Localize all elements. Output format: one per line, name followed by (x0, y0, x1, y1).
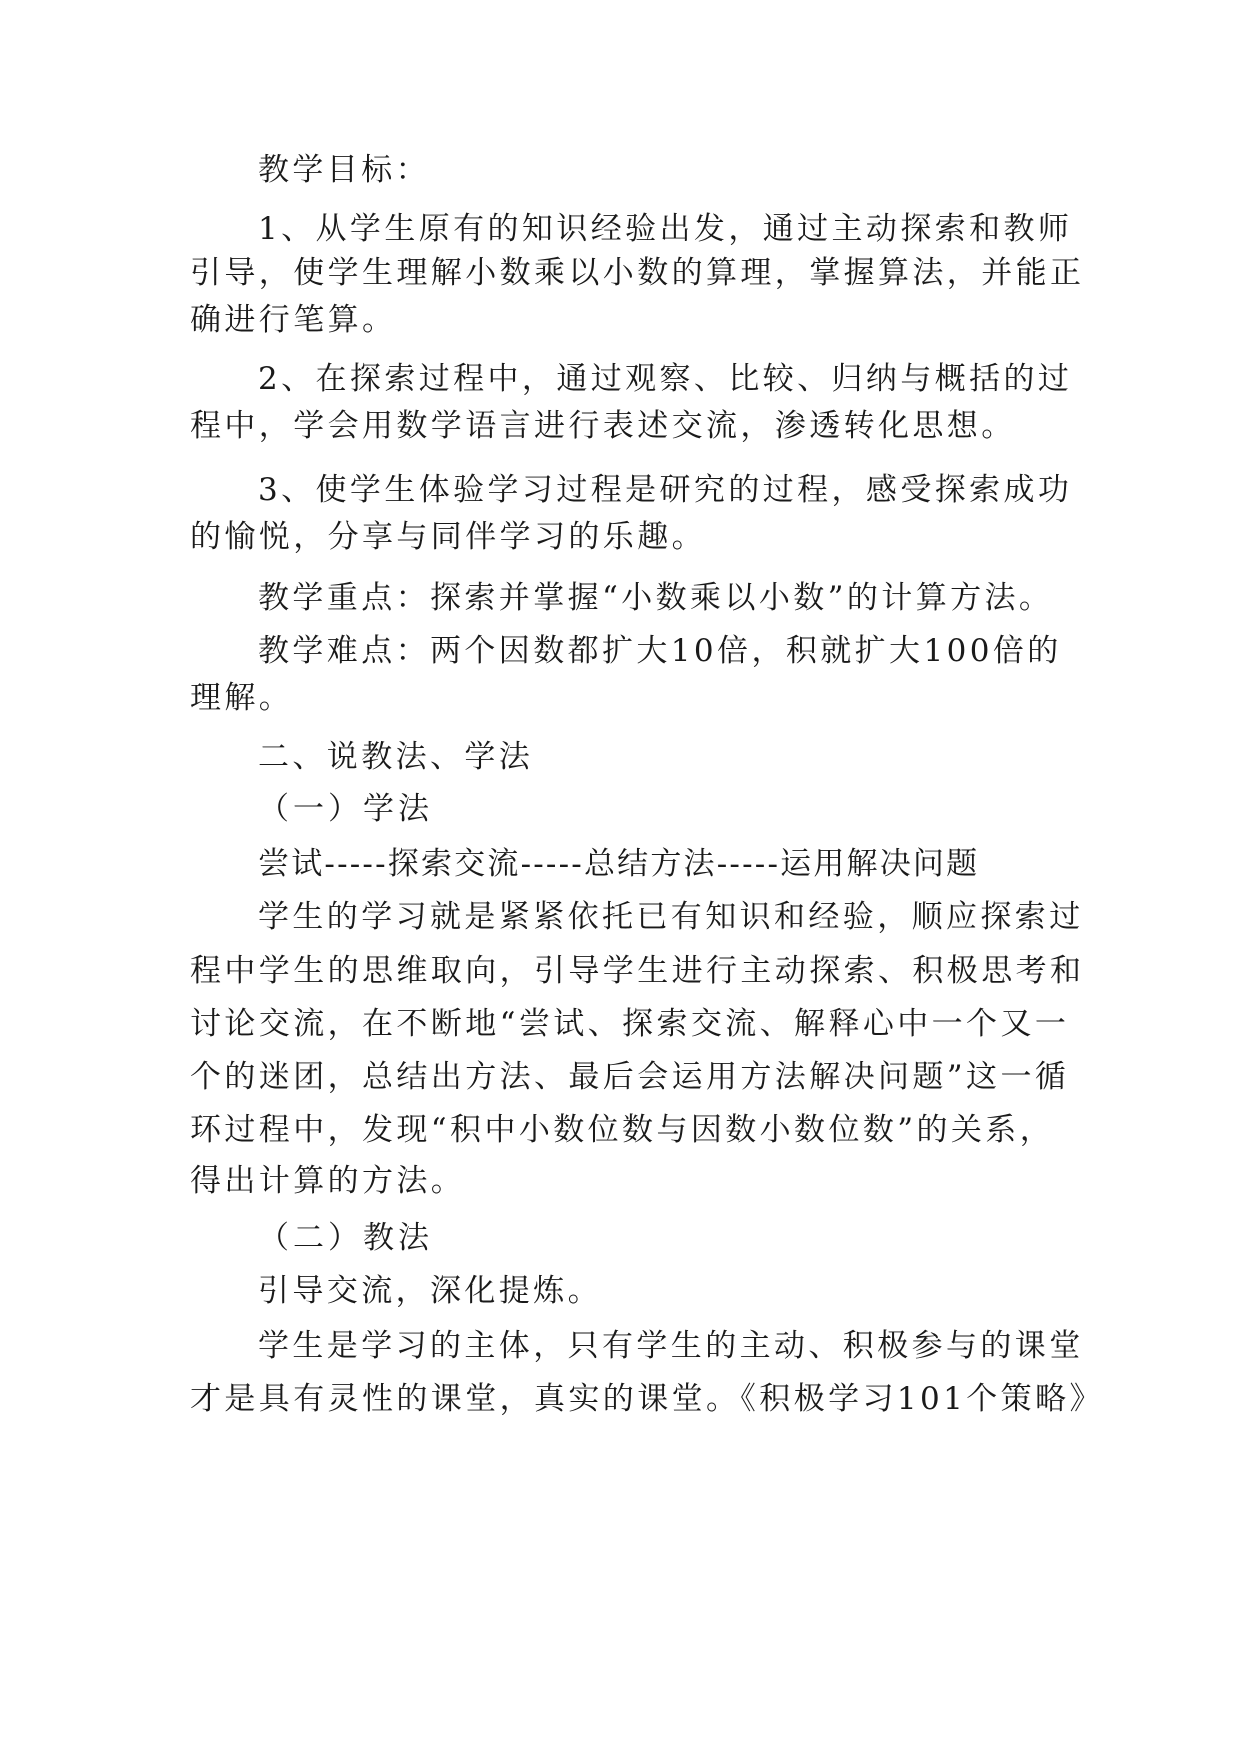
paragraph-line: 3、使学生体验学习过程是研究的过程，感受探索成功 (258, 472, 1073, 508)
paragraph-line: 才是具有灵性的课堂，真实的课堂。《积极学习101个策略》 (190, 1381, 1104, 1417)
paragraph-line: 学生是学习的主体，只有学生的主动、积极参与的课堂 (258, 1328, 1084, 1364)
teaching-key-point: 教学重点：探索并掌握“小数乘以小数”的计算方法。 (258, 580, 1054, 616)
subsection-heading-learning-method: （一）学法 (258, 791, 433, 827)
section-heading-teaching-objectives: 教学目标： (258, 152, 430, 188)
paragraph-line: 程中学生的思维取向，引导学生进行主动探索、积极思考和 (190, 953, 1085, 989)
paragraph-line: 讨论交流，在不断地“尝试、探索交流、解释心中一个又一 (190, 1006, 1070, 1042)
paragraph-line: 程中，学会用数学语言进行表述交流，渗透转化思想。 (190, 408, 1016, 444)
learning-method-steps: 尝试-----探索交流-----总结方法-----运用解决问题 (258, 846, 980, 882)
paragraph-line: 引导交流，深化提炼。 (258, 1273, 602, 1309)
paragraph-line: 环过程中，发现“积中小数位数与因数小数位数”的关系， (190, 1112, 1055, 1148)
paragraph-line: 得出计算的方法。 (190, 1163, 466, 1199)
paragraph-line: 的愉悦，分享与同伴学习的乐趣。 (190, 519, 706, 555)
subsection-heading-teaching-method: （二）教法 (258, 1220, 433, 1256)
paragraph-line: 确进行笔算。 (190, 302, 397, 338)
paragraph-line: 学生的学习就是紧紧依托已有知识和经验，顺应探索过 (258, 899, 1084, 935)
paragraph-line: 理解。 (190, 680, 294, 716)
paragraph-line: 1、从学生原有的知识经验出发，通过主动探索和教师 (258, 211, 1073, 247)
teaching-difficulty: 教学难点：两个因数都扩大10倍，积就扩大100倍的 (258, 633, 1062, 669)
paragraph-line: 2、在探索过程中，通过观察、比较、归纳与概括的过 (258, 361, 1073, 397)
paragraph-line: 个的迷团，总结出方法、最后会运用方法解决问题”这一循 (190, 1059, 1070, 1095)
paragraph-line: 引导，使学生理解小数乘以小数的算理，掌握算法，并能正 (190, 255, 1085, 291)
section-heading-methods: 二、说教法、学法 (258, 739, 534, 775)
